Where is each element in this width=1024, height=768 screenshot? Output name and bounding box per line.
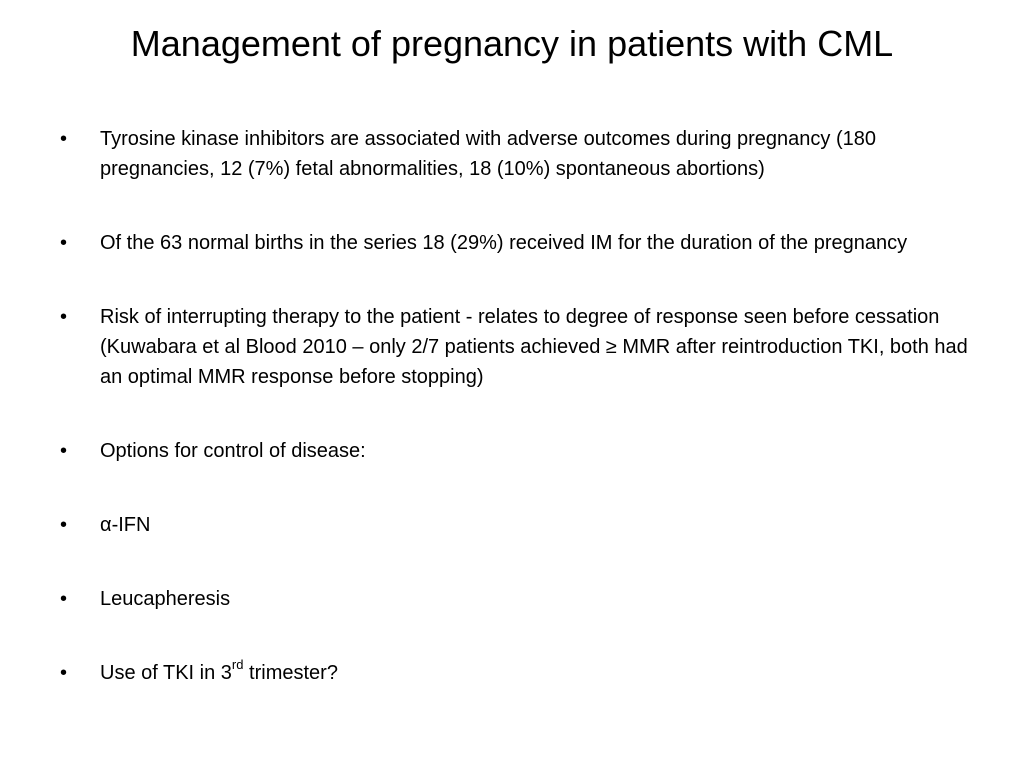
slide-title: Management of pregnancy in patients with CML bbox=[130, 23, 894, 64]
bullet-item bbox=[60, 510, 980, 540]
ordinal-superscript: rd bbox=[231, 657, 244, 673]
bullet-text-suffix: trimester? bbox=[243, 662, 338, 684]
bullet-item bbox=[60, 124, 980, 184]
bullet-item-last bbox=[60, 658, 980, 688]
bullet-item bbox=[60, 228, 980, 258]
bullet-icon: • bbox=[60, 306, 68, 328]
bullet-text: Options for control of disease: bbox=[100, 440, 366, 462]
bullet-icon: • bbox=[60, 662, 68, 684]
bullet-icon: • bbox=[60, 514, 68, 536]
bullet-icon: • bbox=[60, 232, 68, 254]
bullet-text bbox=[100, 657, 338, 684]
bullet-text-prefix: Use of TKI in 3 bbox=[100, 662, 232, 684]
bullet-icon: • bbox=[60, 440, 68, 462]
bullet-text: α-IFN bbox=[100, 514, 151, 536]
bullet-item bbox=[60, 584, 980, 614]
bullet-icon: • bbox=[60, 588, 68, 610]
bullet-item bbox=[60, 302, 980, 392]
bullet-list bbox=[60, 124, 980, 732]
bullet-item bbox=[60, 436, 980, 466]
bullet-text: Risk of interrupting therapy to the patient - relates to degree of response seen before cessation (Kuwabara et al Blood 2010 – only 2/7 patients achieved ≥ MMR after reintroduction TKI, both had an optimal MMR response before stopping) bbox=[100, 306, 968, 388]
bullet-text: Leucapheresis bbox=[100, 588, 231, 610]
bullet-icon: • bbox=[60, 128, 68, 150]
bullet-text: Of the 63 normal births in the series 18 (29%) received IM for the duration of the pregnancy bbox=[100, 232, 908, 254]
bullet-text: Tyrosine kinase inhibitors are associated with adverse outcomes during pregnancy (180 pregnancies, 12 (7%) fetal abnormalities, 18 (10%) spontaneous abortions) bbox=[100, 128, 876, 180]
